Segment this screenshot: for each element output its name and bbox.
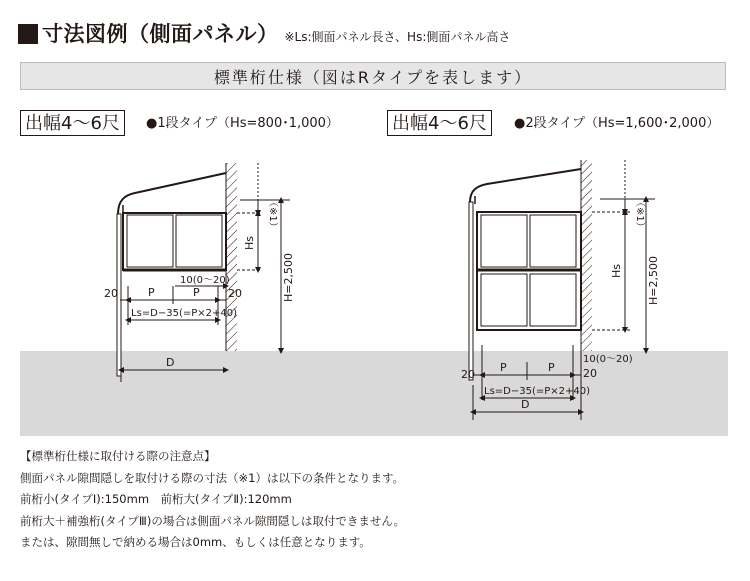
left-label-note1: （※1） [267,197,278,232]
left-label-p1: P [148,286,155,299]
left-label-p2: P [193,286,200,299]
notes-line-1: 側面パネル隙間隠しを取付ける際の寸法（※1）は以下の条件となります。 [20,470,405,485]
left-panel-pane-2 [176,215,222,267]
left-width-label: 出幅4〜6尺 [20,110,125,136]
right-label-p1: P [500,361,507,374]
left-wall [226,163,237,351]
right-label-20b: 20 [583,367,597,380]
right-roof [470,169,581,202]
right-label-ls: Ls=D−35(=P×2+40) [484,386,591,397]
left-diagram [117,163,290,382]
notes-line-2: 前桁小(タイプⅠ):150mm 前桁大(タイプⅡ):120mm [20,492,292,506]
right-label-h: H=2,500 [647,256,660,305]
left-label-gap: 10(0〜20) [180,275,230,286]
right-label-hs: Hs [610,263,623,278]
right-label-20a: 20 [461,368,475,381]
left-roof [118,173,226,214]
left-label-20b: 20 [228,287,242,300]
right-wall [581,160,592,351]
left-label-hs: Hs [243,235,256,250]
right-panel-pane-1 [481,215,527,267]
notes-line-3: 前桁大＋補強桁(タイプⅢ)の場合は側面パネル隙間隠しは取付できません。 [20,513,406,528]
left-panel-frame [123,213,226,270]
right-label-d: D [521,398,530,411]
right-post [469,202,473,380]
spec-banner: 標準桁仕様（図はRタイプを表します） [20,62,726,90]
left-type-label: ●1段タイプ（Hs=800･1,000） [146,116,339,131]
right-panel-pane-2 [530,215,576,267]
right-label-p2: P [548,361,555,374]
left-label-ls: Ls=D−35(=P×2+40) [131,308,238,319]
left-dim-labels [104,197,295,369]
right-panel-pane-4 [530,274,576,326]
title-note: ※Ls:側面パネル長さ、Hs:側面パネル高さ [284,30,511,44]
left-label-20a: 20 [104,287,118,300]
right-label-note1: （※1） [634,197,645,232]
notes-line-4: または、隙間無しで納める場合は0mm、もしくは任意となります。 [20,535,371,549]
title-text: 寸法図例（側面パネル） [42,22,279,46]
notes-heading: 【標準桁仕様に取付ける際の注意点】 [20,449,216,463]
left-label-d: D [166,356,175,369]
right-width-label: 出幅4〜6尺 [387,110,492,136]
right-panel-pane-3 [481,274,527,326]
installation-notes [20,446,405,554]
left-panel-pane-1 [127,215,173,267]
right-type-label: ●2段タイプ（Hs=1,600･2,000） [514,116,720,131]
right-label-gap: 10(0〜20) [583,354,633,365]
left-label-h: H=2,500 [282,253,295,302]
